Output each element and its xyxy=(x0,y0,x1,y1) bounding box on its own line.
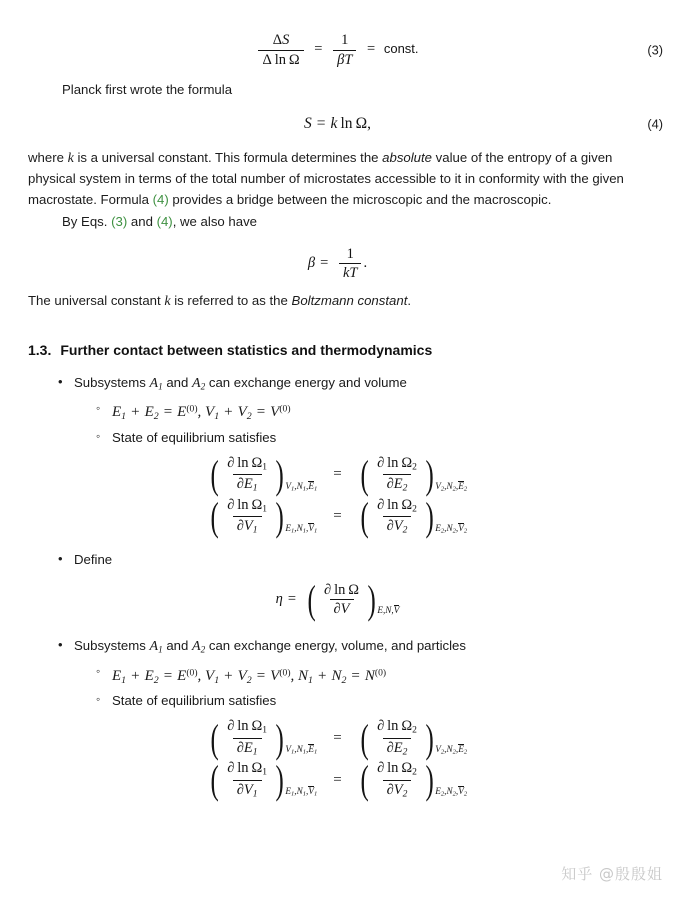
subscript-e2n2vbar2: $E_2,N_2,V_2$ xyxy=(435,522,468,535)
equation-4-number: (4) xyxy=(647,116,663,131)
left-paren-icon: ( xyxy=(210,493,219,539)
boltzmann-constant-emphasis: Boltzmann constant xyxy=(291,292,408,308)
right-paren-icon: ) xyxy=(275,757,284,803)
right-paren-icon: ) xyxy=(425,757,434,803)
numerator: ∂ $\ln \Omega_1$ xyxy=(227,454,268,473)
fraction-dlnomega-dv xyxy=(320,582,363,617)
partial-volume-equality-2 xyxy=(208,757,468,803)
bullet-group-1 xyxy=(0,373,675,448)
boltzmann-text-2: is referred to as the xyxy=(170,292,292,308)
partial-derivative-block-2 xyxy=(0,715,675,803)
bullet-1-text-2: and xyxy=(162,375,193,390)
where-k-paragraph xyxy=(28,148,634,211)
eta-paren-group xyxy=(305,576,400,622)
symbol-a2-b: $A_2$ xyxy=(192,639,206,656)
by-eqs-text-1: By Eqs. xyxy=(62,214,112,229)
bullet-3-text-1: Subsystems xyxy=(74,638,150,654)
equation-3-rhs-numerator: 1 xyxy=(341,32,349,49)
symbol-a1-b: $A_1$ xyxy=(149,639,163,656)
subscript-v1n1ebar1: $V_1,N_1,E_1$ xyxy=(285,481,318,493)
left-paren-icon: ( xyxy=(360,452,369,498)
bullet-3-text-3: can exchange energy, volume, and particles xyxy=(205,638,466,654)
left-paren-icon: ( xyxy=(307,576,316,622)
equation-reference-4b[interactable]: (4) xyxy=(156,214,173,229)
fraction-dlnomega2-dv2 xyxy=(373,497,421,537)
denominator: ∂V xyxy=(330,599,354,617)
equation-3-denominator: Δ ln Ω xyxy=(258,50,303,68)
section-heading xyxy=(28,342,675,358)
fraction-dlnomega2-dv2-b xyxy=(373,760,421,800)
fraction-dlnomega2-de2 xyxy=(373,455,421,495)
right-paren-icon: ) xyxy=(275,493,284,539)
conservation-equation-1: $E_1 + E_2 = E^{(0)}$, $V_1 + V_2 = V^{(0)}$ xyxy=(112,403,291,422)
section-number: 1.3. xyxy=(28,342,52,358)
denominator: $\partial V_2$ xyxy=(383,780,412,800)
by-eqs-text-2: and xyxy=(127,214,157,229)
bullet-group-3-sublist xyxy=(74,662,675,711)
equals-sign: = xyxy=(333,508,342,525)
right-paren-icon: ) xyxy=(275,715,284,761)
boltzmann-paragraph xyxy=(28,291,634,313)
subscript-e1n1vbar1-b: $E_1,N_1,V_1$ xyxy=(285,786,318,798)
numerator: ∂ ln Ω xyxy=(324,581,360,598)
sub-bullet-conservation-1 xyxy=(96,399,675,427)
symbol-k-2: k xyxy=(164,293,171,309)
beta-numerator: 1 xyxy=(346,245,354,262)
denominator: $\partial E_2$ xyxy=(383,474,412,494)
subscript-e2n2vbar2-b: $E_2,N_2,V_2$ xyxy=(435,786,468,798)
equation-reference-4[interactable]: (4) xyxy=(152,191,169,207)
bullet-group-2 xyxy=(0,550,675,570)
by-eqs-text-3: , we also have xyxy=(172,214,258,229)
numerator: ∂ $\ln \Omega_1$ xyxy=(227,760,268,778)
rhs-partial-energy-2 xyxy=(358,715,468,761)
beta-period: . xyxy=(363,254,368,271)
sub-bullet-equilibrium-1: ◦ State of equilibrium satisfies xyxy=(96,427,675,448)
partial-volume-equality-1 xyxy=(208,493,468,539)
beta-equation-row xyxy=(0,243,675,285)
by-eqs-paragraph xyxy=(28,212,634,233)
symbol-a1: $A_1$ xyxy=(149,376,163,392)
absolute-emphasis: absolute xyxy=(382,149,433,165)
left-paren-icon: ( xyxy=(210,452,219,498)
equals-sign-2: = xyxy=(367,41,376,58)
lhs-partial-volume-2 xyxy=(208,757,318,803)
bullet-1-text-1: Subsystems xyxy=(74,375,150,390)
fraction-dlnomega2-de2-b xyxy=(373,718,421,758)
equation-3-rhs-denominator: βT xyxy=(333,50,356,68)
symbol-a2: $A_2$ xyxy=(192,376,206,392)
fraction-one-over-kt xyxy=(339,246,362,281)
equation-reference-3[interactable]: (3) xyxy=(111,214,128,229)
right-paren-icon: ) xyxy=(425,493,434,539)
denominator: $\partial V_1$ xyxy=(233,780,262,800)
conservation-equation-2: $E_1 + E_2 = E^{(0)}$, $V_1 + V_2 = V^{(0)}$, $N_1 + N_2 = N^{(0)}$ xyxy=(112,667,387,686)
boltzmann-text-3: . xyxy=(407,292,412,308)
fraction-delta-s-over-delta-ln-omega xyxy=(258,32,303,67)
bullet-3-text-2: and xyxy=(162,638,193,654)
equation-3-row xyxy=(0,26,675,74)
left-paren-icon: ( xyxy=(360,493,369,539)
subscript-v2n2ebar2-b: $V_2,N_2,E_2$ xyxy=(435,744,468,757)
rhs-partial-volume-2 xyxy=(358,757,468,803)
bullet-1-text-3: can exchange energy and volume xyxy=(205,375,407,390)
denominator: $\partial E_2$ xyxy=(383,738,412,758)
where-k-text-1: where xyxy=(28,149,68,165)
partial-energy-equality-2 xyxy=(208,715,468,761)
beta-denominator: kT xyxy=(339,263,362,281)
bullet-define: • Define xyxy=(56,550,675,570)
equation-4-row xyxy=(0,109,675,139)
eta-equation-row xyxy=(0,576,675,622)
sub-bullet-equilibrium-2: ◦ State of equilibrium satisfies xyxy=(96,690,675,711)
partial-energy-equality-1 xyxy=(208,452,468,498)
equals-sign: = xyxy=(314,41,323,58)
section-title: Further contact between statistics and thermodynamics xyxy=(60,342,433,358)
right-paren-icon: ) xyxy=(275,452,284,498)
planck-intro-paragraph: Planck first wrote the formula xyxy=(62,82,233,97)
partial-derivative-block-1 xyxy=(0,452,675,539)
const-label: const. xyxy=(383,41,419,57)
rhs-partial-energy-1 xyxy=(358,452,468,498)
bullet-group-3 xyxy=(0,636,675,711)
where-k-text-4: provides a bridge between the microscopic and the macroscopic. xyxy=(168,191,552,207)
numerator: ∂ $\ln \Omega_1$ xyxy=(227,496,268,515)
denominator: $\partial V_1$ xyxy=(233,516,262,536)
left-paren-icon: ( xyxy=(210,715,219,761)
equation-4-expression: S = k ln Ω, xyxy=(303,114,372,132)
subscript-v1n1ebar1-b: $V_1,N_1,E_1$ xyxy=(285,744,318,757)
left-paren-icon: ( xyxy=(360,715,369,761)
equation-3-expression xyxy=(256,32,418,67)
document-page xyxy=(0,26,675,898)
where-k-text-3: value of the entropy of a given physical system in terms of the total number of microstates accessible to it in conformity with the given macrostate. Formula xyxy=(28,149,624,207)
numerator: ∂ $\ln \Omega_2$ xyxy=(377,760,417,778)
equals-sign: = xyxy=(333,771,342,788)
equals-sign: = xyxy=(333,729,342,746)
subscript-v2n2ebar2: $V_2,N_2,E_2$ xyxy=(435,481,468,493)
rhs-partial-volume-1 xyxy=(358,493,468,539)
fraction-one-over-beta-t xyxy=(333,32,356,67)
denominator: $\partial V_2$ xyxy=(383,516,412,536)
numerator: ∂ $\ln \Omega_2$ xyxy=(377,496,417,515)
right-paren-icon: ) xyxy=(367,576,376,622)
beta-equation-expression: β = $\frac{1}{kT}$ . xyxy=(307,245,368,281)
eta-equation-expression: η = ( $\frac{\text{∂ ln Ω}}{\partial V}$ ) E,N,V xyxy=(275,576,400,622)
left-paren-icon: ( xyxy=(360,757,369,803)
left-paren-icon: ( xyxy=(210,757,219,803)
fraction-dlnomega1-de1 xyxy=(223,455,271,495)
numerator: ∂ $\ln \Omega_1$ xyxy=(227,718,268,737)
numerator: ∂ $\ln \Omega_2$ xyxy=(377,718,417,737)
fraction-dlnomega1-de1-b xyxy=(223,718,271,758)
where-k-text-2: is a universal constant. This formula determines the xyxy=(73,149,383,165)
right-paren-icon: ) xyxy=(425,452,434,498)
equation-3-numerator: ΔS xyxy=(272,32,290,49)
denominator: $\partial E_1$ xyxy=(233,738,262,758)
symbol-k-1: k xyxy=(67,150,74,166)
right-paren-icon: ) xyxy=(425,715,434,761)
zhihu-watermark: 知乎 @殷殷姐 xyxy=(561,865,663,883)
bullet-subsystems-energy-volume-particles xyxy=(56,636,675,711)
equation-3-number: (3) xyxy=(647,42,663,58)
subscript-envbar: E,N,V xyxy=(377,604,400,615)
numerator: ∂ $\ln \Omega_2$ xyxy=(377,454,417,473)
boltzmann-text-1: The universal constant xyxy=(28,292,165,308)
bullet-group-1-sublist xyxy=(74,399,675,448)
lhs-partial-volume-1 xyxy=(208,493,318,539)
lhs-partial-energy-2 xyxy=(208,715,318,761)
equals-sign: = xyxy=(333,466,342,483)
subscript-e1n1vbar1: $E_1,N_1,V_1$ xyxy=(285,522,318,535)
denominator: $\partial E_1$ xyxy=(233,474,262,494)
fraction-dlnomega1-dv1-b xyxy=(223,760,271,800)
sub-bullet-conservation-2 xyxy=(96,662,675,690)
lhs-partial-energy-1 xyxy=(208,452,318,498)
fraction-dlnomega1-dv1 xyxy=(223,497,271,537)
bullet-subsystems-energy-volume xyxy=(56,373,675,448)
